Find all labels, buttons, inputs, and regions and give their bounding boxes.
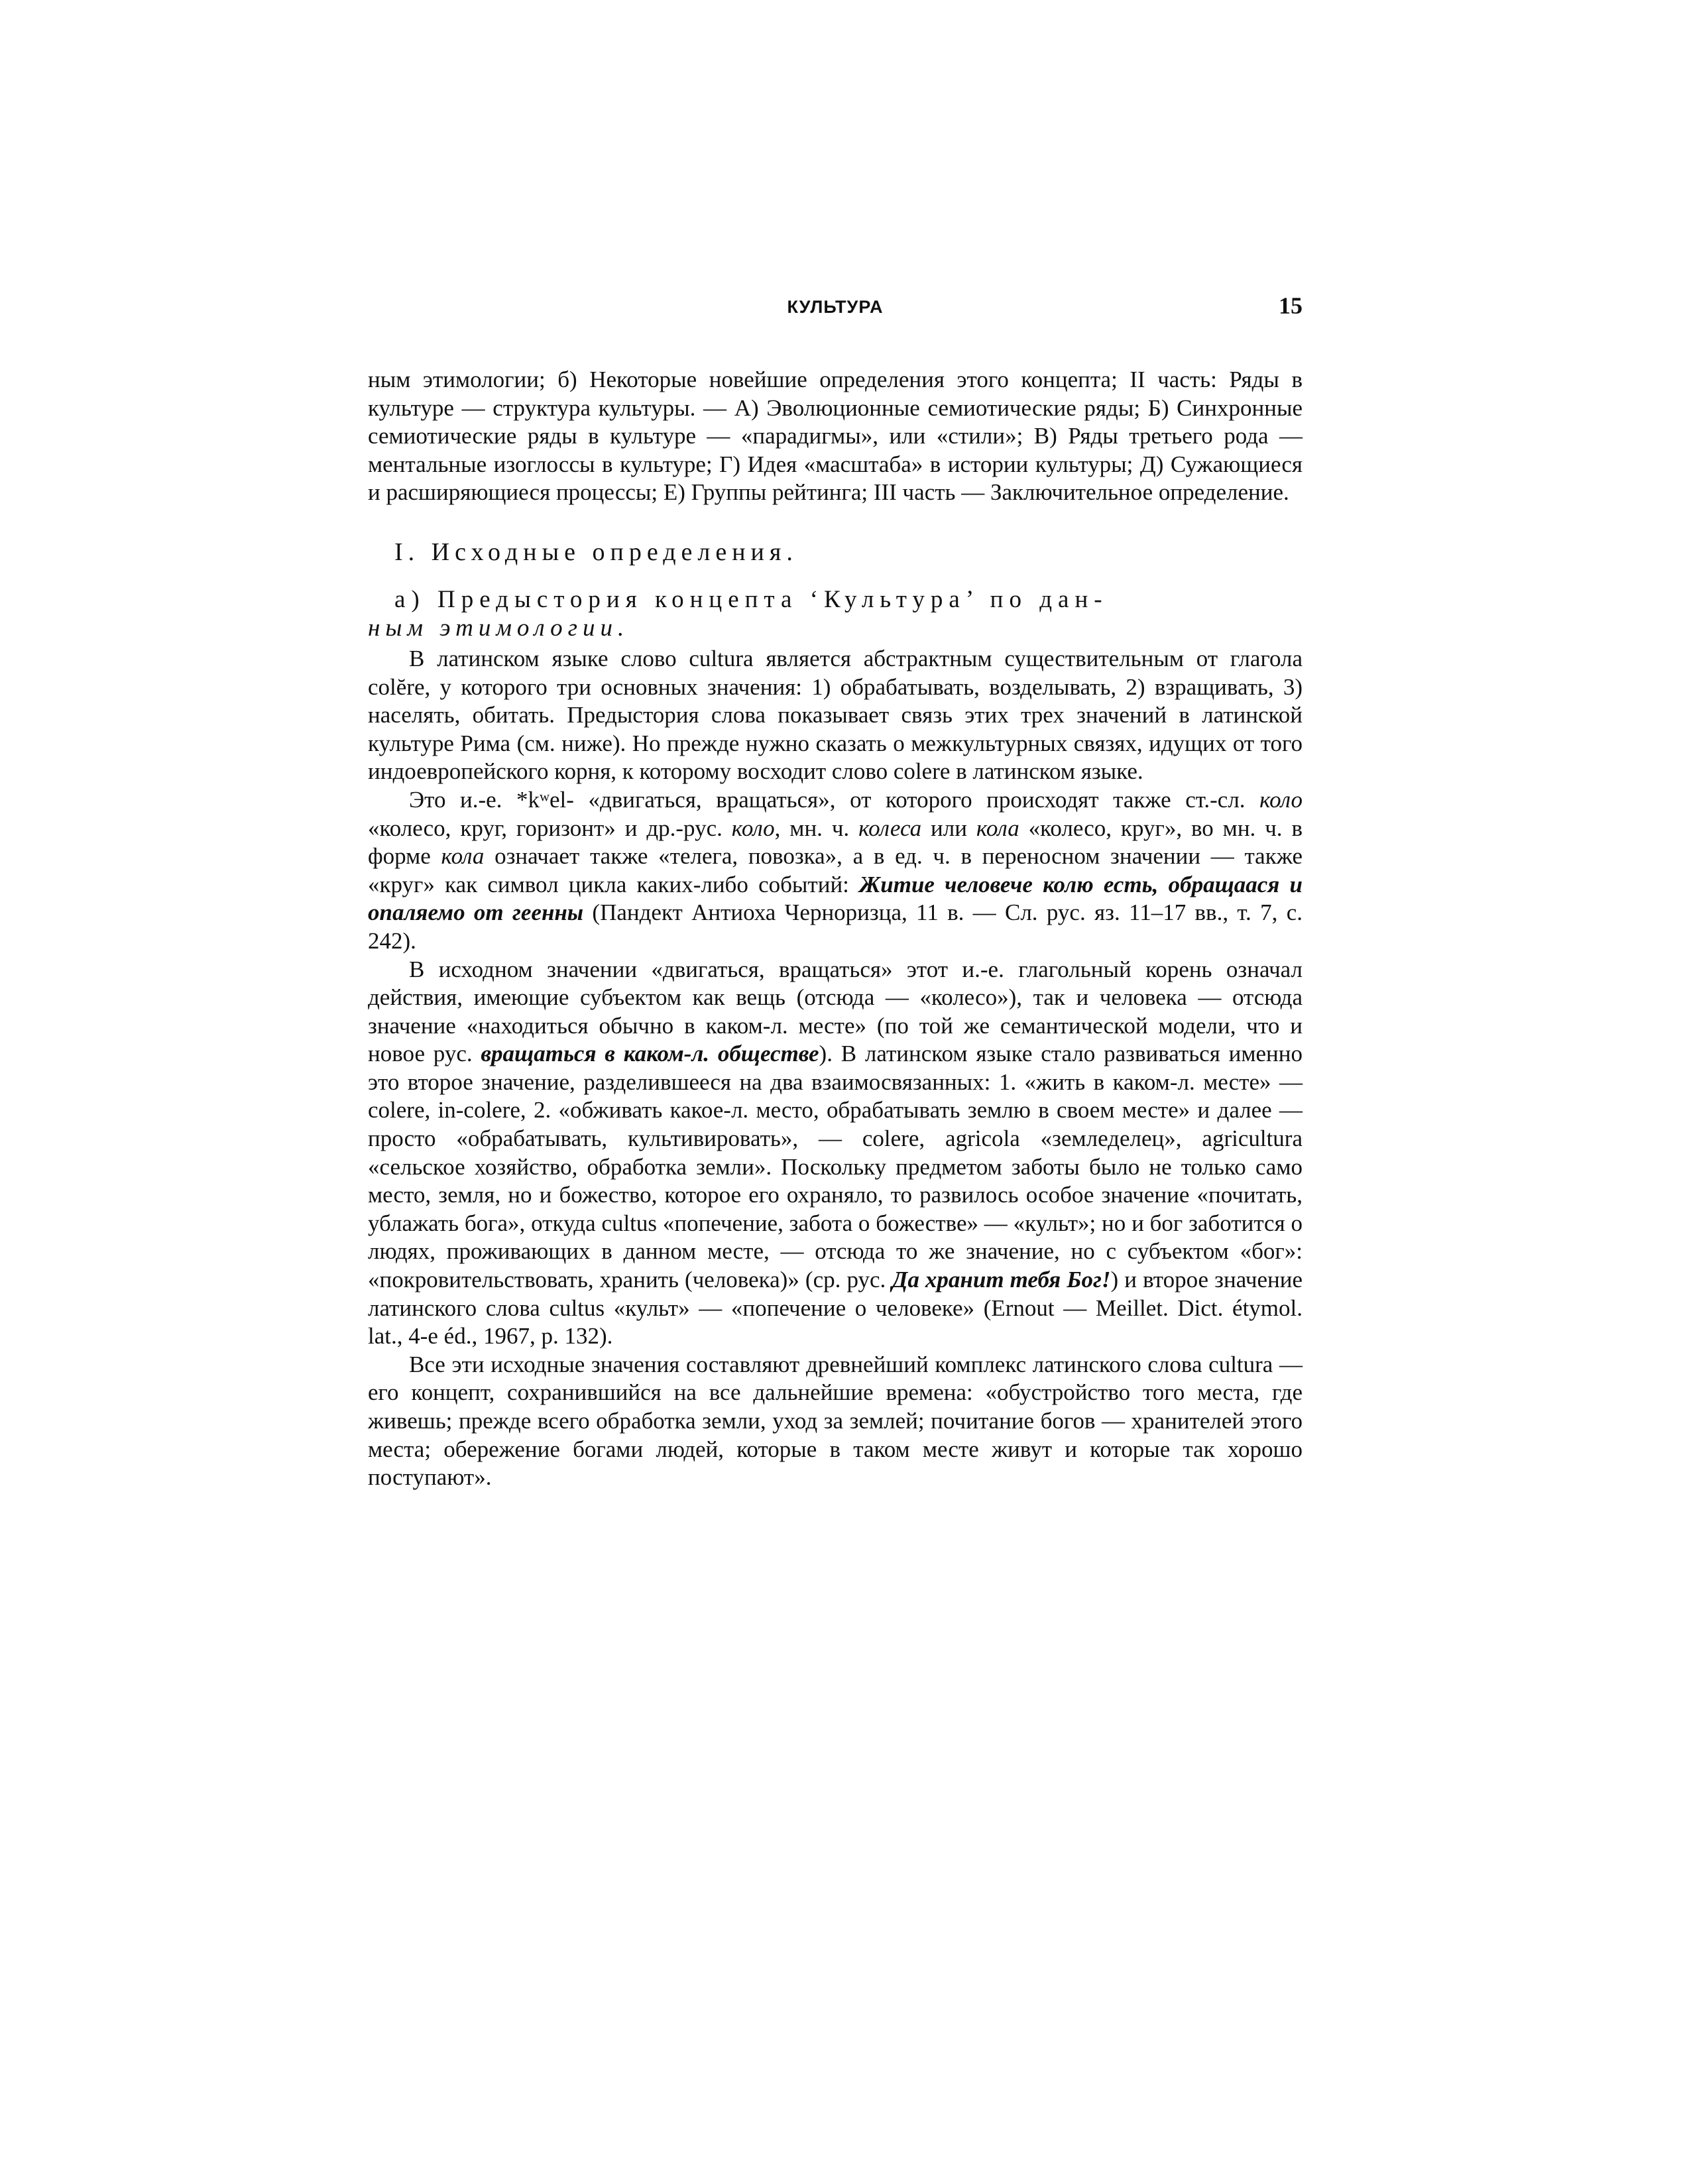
paragraph-latin-cultura: В латинском языке слово cultura является абстрактным существительным от глагола colĕre, у которого три основных значения: 1) обрабатывать, возделывать, 2) взращивать, 3) населять, обитать. Предыстория слова показывает связь этих трех значений в латинской культуре Рима (см. ниже). Но прежде нужно сказать о межкультурных связях, идущих от того индоевропейского корня, к которому восходит слово colere в латинском языке.	[368, 645, 1303, 785]
italic-word: колеса	[858, 815, 922, 841]
text-span: В исходном значении «двигаться, вращаться» этот и.-е. глагольный корень означал действия, имеющие субъектом как вещь (отсюда — «колесо»), так и человека — отсюда значение «находиться обычно в каком-л. месте» (по той же семантической модели, что и новое рус.	[368, 956, 1303, 1067]
paragraph-indo-european-root	[368, 786, 1303, 956]
italic-quotation: Житие человече колю есть, обращаася и опаляемо от геенны	[368, 871, 1303, 926]
italic-word: кола	[976, 815, 1019, 841]
italic-word: коло	[731, 815, 775, 841]
italic-word: коло	[1259, 786, 1303, 813]
paragraph-contents-continued: ным этимологии; б) Некоторые новейшие определения этого концепта; II часть: Ряды в культуре — структура культуры. — А) Эволюционные семиотические ряды; Б) Синхронные семиотические ряды в культуре — «парадигмы», или «стили»; В) Ряды третьего рода — ментальные изоглоссы в культуре; Г) Идея «масштаба» в истории культуры; Д) Сужающиеся и расширяющиеся процессы; Е) Группы рейтинга; III часть — Заключительное определение.	[368, 367, 1303, 506]
running-title: КУЛЬТУРА	[787, 297, 884, 317]
text-span: означает также «телега, повозка», а в ед. ч. в переносном значении — также «круг» как символ цикла каких-либо событий:	[368, 843, 1303, 897]
italic-phrase: вращаться в каком-л. обществе	[481, 1041, 819, 1067]
subsection-heading-line1: а) Предыстория концепта ‘Культура’ по дан-	[394, 585, 1108, 613]
paragraph-concept-summary: Все эти исходные значения составляют древнейший комплекс латинского слова cultura — его концепт, сохранившийся на все дальнейшие времена: «обустройство того места, где живешь; прежде всего обработка земли, уход за землей; почитание богов — хранителей этого места; обережение богами людей, которые в таком месте живут и которые так хорошо поступают».	[368, 1351, 1303, 1491]
paragraph-original-meaning	[368, 956, 1303, 1351]
italic-word: кола	[441, 843, 485, 870]
text-span: Это и.-е. *kʷel- «двигаться, вращаться», от которого происходят также ст.-сл.	[409, 786, 1260, 813]
running-head	[368, 292, 1303, 331]
subsection-heading	[368, 585, 1303, 642]
text-span: ) и второе значение латинского слова cultus «культ» — «попечение о человеке» (Ernout — Meillet. Dict. étymol. lat., 4-e éd., 1967, p. 132).	[368, 1267, 1303, 1350]
page-number: 15	[1279, 292, 1303, 319]
text-span: или	[921, 815, 976, 841]
text-span: «колесо, круг, горизонт» и др.-рус.	[368, 815, 732, 841]
text-span: (Пандект Антиоха Черноризца, 11 в. — Сл. рус. яз. 11–17 вв., т. 7, с. 242).	[368, 899, 1303, 954]
text-span: «колесо, круг», во мн. ч. в форме	[368, 815, 1303, 870]
section-heading: I. Исходные определения.	[394, 538, 798, 566]
body-text	[368, 366, 1303, 1492]
italic-phrase: Да хранит тебя Бог!	[892, 1267, 1111, 1293]
subsection-heading-line2: ным этимологии.	[368, 614, 630, 642]
text-span: ). В латинском языке стало развиваться именно это второе значение, разделившееся на два взаимосвязанных: 1. «жить в каком-л. месте» — colere, in-colere, 2. «обживать какое-л. место, обрабатывать землю в своем месте» и далее — просто «обрабатывать, культивировать», — colere, agricola «земледелец», agricultura «сельское хозяйство, обработка земли». Поскольку предметом заботы было не только само место, земля, но и божество, которое его охраняло, то развилось особое значение «почитать, ублажать бога», откуда cultus «попечение, забота о божестве» — «культ»; но и бог заботится о людях, проживающих в данном месте, — отсюда то же значение, но с субъектом «бог»: «покровительствовать, хранить (человека)» (ср. рус.	[368, 1041, 1303, 1293]
book-page	[368, 292, 1303, 1492]
text-span: , мн. ч.	[774, 815, 859, 841]
